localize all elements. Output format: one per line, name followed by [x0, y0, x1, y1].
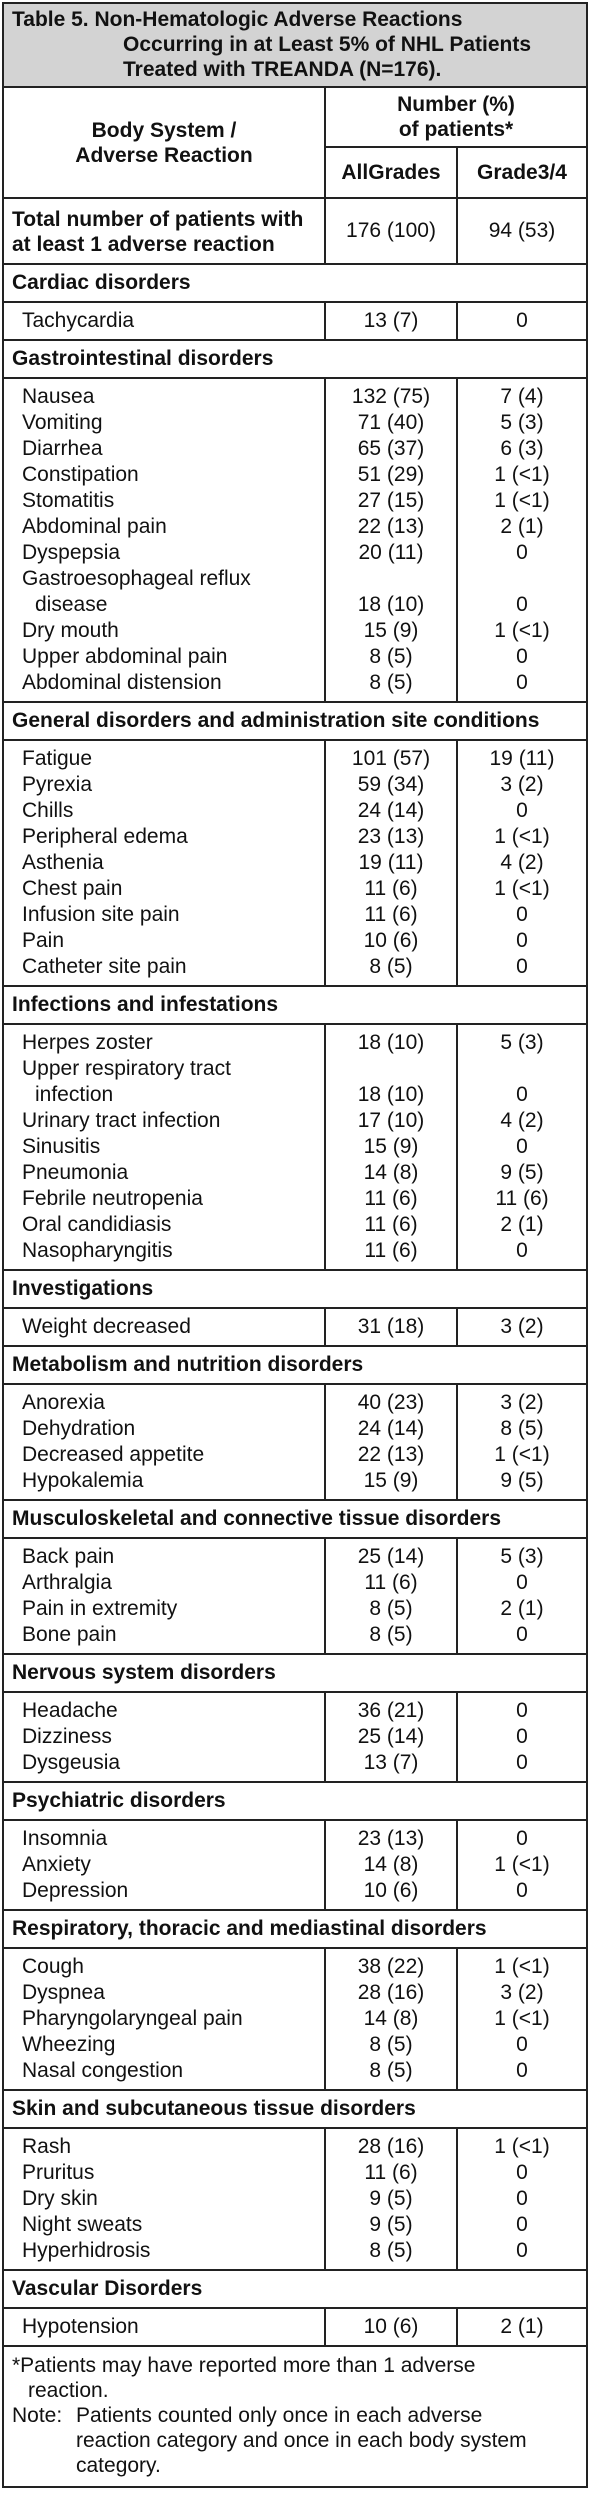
reaction-name-text: Upper respiratory tract	[22, 1057, 231, 1080]
grade-3-4-value: 0	[516, 2239, 528, 2262]
caption-line: Treated with TREANDA (N=176).	[123, 58, 442, 81]
grade-3-4-column	[458, 1821, 586, 1909]
all-grades-value: 65 (37)	[357, 437, 425, 460]
section-title: Respiratory, thoracic and mediastinal disorders	[4, 1911, 586, 1949]
grade-3-4-value: 1 (<1)	[494, 2135, 550, 2158]
reaction-name: Anorexia	[22, 1391, 105, 1414]
grade-3-4-value: 1 (<1)	[494, 489, 550, 512]
grade-3-4-value: 1 (<1)	[494, 1955, 550, 1978]
all-grades-value: 15 (9)	[363, 1469, 419, 1492]
all-grades-column	[326, 1821, 458, 1909]
reaction-name: Herpes zoster	[22, 1031, 153, 1054]
grade-3-4-value: 3 (2)	[500, 1391, 544, 1414]
all-grades-value: 11 (6)	[364, 1571, 418, 1594]
all-grades-column	[326, 741, 458, 985]
header-text: 3/4	[537, 161, 567, 184]
all-grades-value: 15 (9)	[363, 1135, 419, 1158]
footnote-text: *Patients may have reported more than 1 adverse	[12, 2354, 476, 2377]
reaction-name-column	[4, 2309, 326, 2345]
reaction-name: Pruritus	[22, 2161, 95, 2184]
header-text: Grades	[368, 161, 441, 184]
footnote	[12, 2353, 578, 2403]
section-title: Cardiac disorders	[4, 265, 586, 303]
section-title: Gastrointestinal disorders	[4, 341, 586, 379]
all-grades-value: 23 (13)	[357, 825, 425, 848]
section-body	[4, 303, 586, 341]
grade-3-4-value: 9 (5)	[500, 1161, 544, 1184]
all-grades-value: 8 (5)	[369, 2239, 413, 2262]
grade-3-4-value: 1 (<1)	[494, 825, 550, 848]
reaction-name-column	[4, 1025, 326, 1269]
reaction-name-text: infection	[35, 1083, 114, 1106]
grade-3-4-value: 1 (<1)	[494, 1443, 550, 1466]
reaction-name-column	[4, 1539, 326, 1653]
table-header	[4, 88, 586, 199]
reaction-name: Dysgeusia	[22, 1751, 121, 1774]
all-grades-value: 17 (10)	[357, 1109, 425, 1132]
section-title: Infections and infestations	[4, 987, 586, 1025]
grade-3-4-value: 6 (3)	[500, 437, 544, 460]
reaction-name-column	[4, 379, 326, 701]
reaction-name-column	[4, 303, 326, 339]
grade-3-4-value: 0	[516, 1879, 528, 1902]
grade-3-4-value: 0	[516, 541, 528, 564]
reaction-name: Urinary tract infection	[22, 1109, 221, 1132]
reaction-name: Anxiety	[22, 1853, 91, 1876]
section-title: Musculoskeletal and connective tissue disorders	[4, 1501, 586, 1539]
all-grades-value: 40 (23)	[357, 1391, 425, 1414]
grade-3-4-value: 0	[516, 645, 528, 668]
all-grades-column	[326, 379, 458, 701]
all-grades-column	[326, 1385, 458, 1499]
table-notes	[4, 2347, 586, 2486]
grade-3-4-value: 0	[516, 1751, 528, 1774]
note-text: category.	[76, 2454, 161, 2477]
grade-3-4-value: 0	[516, 2187, 528, 2210]
total-label: at least 1 adverse reaction	[12, 233, 275, 256]
all-grades-value: 19 (11)	[358, 851, 424, 874]
reaction-name: Weight decreased	[22, 1315, 191, 1338]
grade-3-4-value: 3 (2)	[500, 773, 544, 796]
caption-line: Occurring in at Least 5% of NHL Patients	[123, 33, 532, 56]
grade-3-4-value: 0	[516, 2033, 528, 2056]
grade-3-4-value: 3 (2)	[500, 1315, 544, 1338]
reaction-name: Pharyngolaryngeal pain	[22, 2007, 243, 2030]
all-grades-value: 14 (8)	[363, 1161, 419, 1184]
number-of-patients-header	[326, 88, 586, 148]
grade-3-4-value: 0	[516, 2161, 528, 2184]
grade-3-4-column	[458, 1309, 586, 1345]
all-grades-value: 18 (10)	[357, 593, 425, 616]
reaction-name: Dry skin	[22, 2187, 98, 2210]
all-grades-column	[326, 1539, 458, 1653]
reaction-name: Dehydration	[22, 1417, 136, 1440]
section-title: Nervous system disorders	[4, 1655, 586, 1693]
header-text: Grade	[477, 161, 538, 184]
grade-3-4-column	[458, 1385, 586, 1499]
all-grades-value: 71 (40)	[357, 411, 425, 434]
all-grades-value: 11 (6)	[364, 903, 418, 926]
reaction-name	[4, 566, 324, 618]
reaction-name: Pneumonia	[22, 1161, 129, 1184]
all-grades-column	[326, 2309, 458, 2345]
section-body	[4, 379, 586, 703]
reaction-name: Dry mouth	[22, 619, 119, 642]
reaction-name: Diarrhea	[22, 437, 103, 460]
all-grades-value: 31 (18)	[357, 1315, 425, 1338]
header-text: All	[341, 161, 369, 184]
grade-3-4-column	[458, 1025, 586, 1269]
grade-3-4-value: 2 (1)	[500, 1213, 544, 1236]
reaction-name: Tachycardia	[22, 309, 135, 332]
reaction-name: Abdominal distension	[22, 671, 222, 694]
footnote-text: reaction.	[28, 2379, 109, 2402]
all-grades-value: 24 (14)	[357, 799, 425, 822]
reaction-name-column	[4, 2129, 326, 2269]
reaction-name: Fatigue	[22, 747, 93, 770]
reaction-name: Rash	[22, 2135, 72, 2158]
reaction-name: Insomnia	[22, 1827, 108, 1850]
section-body	[4, 1025, 586, 1271]
grade-3-4-value: 0	[516, 903, 528, 926]
all-grades-value: 14 (8)	[363, 2007, 419, 2030]
section-body	[4, 1693, 586, 1783]
all-grades-value: 25 (14)	[357, 1545, 425, 1568]
caption-line: Table 5. Non-Hematologic Adverse Reactions	[12, 8, 463, 31]
all-grades-value: 8 (5)	[369, 1623, 413, 1646]
all-grades-column	[326, 2129, 458, 2269]
grade-3-4-column	[458, 379, 586, 701]
reaction-name: Pyrexia	[22, 773, 93, 796]
all-grades-value: 8 (5)	[369, 2059, 413, 2082]
all-grades-value: 9 (5)	[369, 2213, 413, 2236]
grade-3-4-value: 19 (11)	[489, 747, 555, 770]
grade-3-4-value: 1 (<1)	[494, 2007, 550, 2030]
all-grades-value: 132 (75)	[351, 385, 431, 408]
section-title: Vascular Disorders	[4, 2271, 586, 2309]
reaction-name: Upper abdominal pain	[22, 645, 228, 668]
all-grades-value: 10 (6)	[363, 929, 419, 952]
all-grades-value: 59 (34)	[357, 773, 425, 796]
reaction-name: Bone pain	[22, 1623, 117, 1646]
total-row	[4, 199, 586, 265]
all-grades-value: 36 (21)	[357, 1699, 425, 1722]
section-body	[4, 741, 586, 987]
grade-3-4-column	[458, 1693, 586, 1781]
reaction-name: Decreased appetite	[22, 1443, 205, 1466]
body-system-header	[4, 88, 326, 197]
header-text: of patients*	[398, 118, 514, 141]
grade-3-4-value: 2 (1)	[500, 2315, 544, 2338]
all-grades-value: 15 (9)	[363, 619, 419, 642]
reaction-name: Catheter site pain	[22, 955, 187, 978]
reaction-name: Hyperhidrosis	[22, 2239, 151, 2262]
grade-3-4-value: 0	[516, 671, 528, 694]
grade-3-4-column	[458, 303, 586, 339]
all-grades-value: 24 (14)	[357, 1417, 425, 1440]
grade-3-4-value: 0	[516, 1239, 528, 1262]
reaction-name: Pain	[22, 929, 65, 952]
all-grades-value: 101 (57)	[351, 747, 431, 770]
all-grades-value: 8 (5)	[369, 955, 413, 978]
reaction-name: Hypokalemia	[22, 1469, 144, 1492]
all-grades-value: 14 (8)	[363, 1853, 419, 1876]
reaction-name: Sinusitis	[22, 1135, 101, 1158]
reaction-name-column	[4, 1385, 326, 1499]
grade-3-4-value: 0	[516, 1135, 528, 1158]
all-grades-value: 11 (6)	[364, 1213, 418, 1236]
grade-3-4-value: 4 (2)	[500, 1109, 544, 1132]
all-grades-value: 13 (7)	[363, 309, 419, 332]
reaction-name: Dizziness	[22, 1725, 112, 1748]
grade-3-4-value: 0	[516, 309, 528, 332]
grade-3-4-column	[458, 2309, 586, 2345]
all-grades-value: 22 (13)	[357, 1443, 425, 1466]
reaction-name: Oral candidiasis	[22, 1213, 172, 1236]
reaction-name: Cough	[22, 1955, 84, 1978]
all-grades-value: 22 (13)	[357, 515, 425, 538]
section-body	[4, 2129, 586, 2271]
reaction-name: Vomiting	[22, 411, 103, 434]
reaction-name-column	[4, 1821, 326, 1909]
reaction-name: Pain in extremity	[22, 1597, 178, 1620]
note-text: Patients counted only once in each adverse	[76, 2404, 483, 2427]
grade-3-4-column	[458, 741, 586, 985]
grade-3-4-header	[458, 148, 586, 197]
reaction-name: Febrile neutropenia	[22, 1187, 203, 1210]
adverse-reactions-table	[2, 2, 588, 2488]
reaction-name: Dyspnea	[22, 1981, 105, 2004]
section-body	[4, 1821, 586, 1911]
table-caption	[4, 4, 586, 88]
all-grades-value: 11 (6)	[364, 1187, 418, 1210]
reaction-name: Night sweats	[22, 2213, 143, 2236]
reaction-name: Wheezing	[22, 2033, 116, 2056]
grade-3-4-value: 4 (2)	[500, 851, 544, 874]
all-grades-column	[326, 1309, 458, 1345]
grade-3-4-value: 0	[516, 955, 528, 978]
section-body	[4, 1385, 586, 1501]
grade-3-4-value: 1 (<1)	[494, 619, 550, 642]
reaction-name: Depression	[22, 1879, 129, 1902]
section-title: Psychiatric disorders	[4, 1783, 586, 1821]
all-grades-value: 27 (15)	[357, 489, 425, 512]
grade-3-4-column	[458, 2129, 586, 2269]
grade-3-4-value: 2 (1)	[500, 515, 544, 538]
section-body	[4, 2309, 586, 2347]
reaction-name: Nasal congestion	[22, 2059, 184, 2082]
reaction-name	[4, 1056, 324, 1108]
reaction-name: Infusion site pain	[22, 903, 180, 926]
section-title: General disorders and administration site conditions	[4, 703, 586, 741]
grade-3-4-value: 5 (3)	[500, 1545, 544, 1568]
all-grades-value: 20 (11)	[358, 541, 424, 564]
grade-3-4-value: 0	[516, 799, 528, 822]
total-all-grades: 176 (100)	[326, 199, 458, 263]
reaction-name-column	[4, 1309, 326, 1345]
section-title: Metabolism and nutrition disorders	[4, 1347, 586, 1385]
reaction-name-column	[4, 741, 326, 985]
grade-3-4-value: 2 (1)	[500, 1597, 544, 1620]
reaction-name-column	[4, 1949, 326, 2089]
reaction-name: Dyspepsia	[22, 541, 121, 564]
section-body	[4, 1949, 586, 2091]
grade-3-4-column	[458, 1949, 586, 2089]
all-grades-column	[326, 303, 458, 339]
reaction-name: Hypotension	[22, 2315, 139, 2338]
all-grades-value: 18 (10)	[357, 1031, 425, 1054]
reaction-name: Chest pain	[22, 877, 123, 900]
grade-3-4-value: 0	[516, 1623, 528, 1646]
section-title: Investigations	[4, 1271, 586, 1309]
grade-3-4-value: 0	[516, 2059, 528, 2082]
reaction-name: Arthralgia	[22, 1571, 112, 1594]
total-grade-3-4: 94 (53)	[488, 219, 556, 242]
header-text: Number (%)	[397, 93, 515, 116]
all-grades-value: 28 (16)	[357, 1981, 425, 2004]
total-label: Total number of patients with	[12, 208, 304, 231]
grade-3-4-value: 0	[516, 593, 528, 616]
all-grades-value: 13 (7)	[363, 1751, 419, 1774]
all-grades-value: 11 (6)	[364, 2161, 418, 2184]
header-text: Adverse Reaction	[75, 143, 253, 167]
reaction-name: Back pain	[22, 1545, 115, 1568]
reaction-name: Constipation	[22, 463, 139, 486]
grade-3-4-value: 1 (<1)	[494, 1853, 550, 1876]
sections-container	[4, 265, 586, 2347]
grade-3-4-value: 0	[516, 1827, 528, 1850]
all-grades-value: 10 (6)	[363, 1879, 419, 1902]
all-grades-value: 25 (14)	[357, 1725, 425, 1748]
note	[12, 2403, 578, 2478]
reaction-name: Abdominal pain	[22, 515, 167, 538]
section-body	[4, 1309, 586, 1347]
grade-3-4-value: 0	[516, 1571, 528, 1594]
all-grades-value: 18 (10)	[357, 1083, 425, 1106]
grade-3-4-value: 0	[516, 1725, 528, 1748]
grade-3-4-value: 3 (2)	[500, 1981, 544, 2004]
reaction-name: Stomatitis	[22, 489, 115, 512]
all-grades-value: 23 (13)	[357, 1827, 425, 1850]
grade-3-4-value: 1 (<1)	[494, 877, 550, 900]
reaction-name: Peripheral edema	[22, 825, 188, 848]
all-grades-column	[326, 1949, 458, 2089]
all-grades-value: 11 (6)	[364, 1239, 418, 1262]
section-body	[4, 1539, 586, 1655]
all-grades-header	[326, 148, 458, 197]
reaction-name: Nasopharyngitis	[22, 1239, 173, 1262]
all-grades-value: 8 (5)	[369, 645, 413, 668]
all-grades-value: 10 (6)	[363, 2315, 419, 2338]
reaction-name-text: Gastroesophageal reflux	[22, 567, 251, 590]
grade-3-4-value: 0	[516, 929, 528, 952]
all-grades-column	[326, 1693, 458, 1781]
grade-3-4-value: 0	[516, 2213, 528, 2236]
grade-3-4-value: 7 (4)	[500, 385, 544, 408]
all-grades-value: 38 (22)	[357, 1955, 425, 1978]
grade-3-4-value: 8 (5)	[500, 1417, 544, 1440]
grade-3-4-value: 11 (6)	[495, 1187, 549, 1210]
section-title: Skin and subcutaneous tissue disorders	[4, 2091, 586, 2129]
note-label: Note:	[12, 2404, 63, 2427]
reaction-name-column	[4, 1693, 326, 1781]
grade-3-4-value: 1 (<1)	[494, 463, 550, 486]
reaction-name: Chills	[22, 799, 74, 822]
reaction-name: Asthenia	[22, 851, 104, 874]
reaction-name: Headache	[22, 1699, 118, 1722]
grade-3-4-value: 9 (5)	[500, 1469, 544, 1492]
grade-3-4-value: 0	[516, 1083, 528, 1106]
all-grades-value: 8 (5)	[369, 1597, 413, 1620]
reaction-name-text: disease	[35, 593, 108, 616]
grade-3-4-value: 5 (3)	[500, 411, 544, 434]
grade-3-4-value: 0	[516, 1699, 528, 1722]
all-grades-value: 51 (29)	[357, 463, 425, 486]
header-text: Body System /	[91, 118, 237, 142]
all-grades-value: 11 (6)	[364, 877, 418, 900]
all-grades-value: 9 (5)	[369, 2187, 413, 2210]
all-grades-value: 28 (16)	[357, 2135, 425, 2158]
all-grades-value: 8 (5)	[369, 671, 413, 694]
note-text: reaction category and once in each body system	[76, 2429, 527, 2452]
grade-3-4-value: 5 (3)	[500, 1031, 544, 1054]
all-grades-value: 8 (5)	[369, 2033, 413, 2056]
reaction-name: Nausea	[22, 385, 95, 408]
all-grades-column	[326, 1025, 458, 1269]
grade-3-4-column	[458, 1539, 586, 1653]
